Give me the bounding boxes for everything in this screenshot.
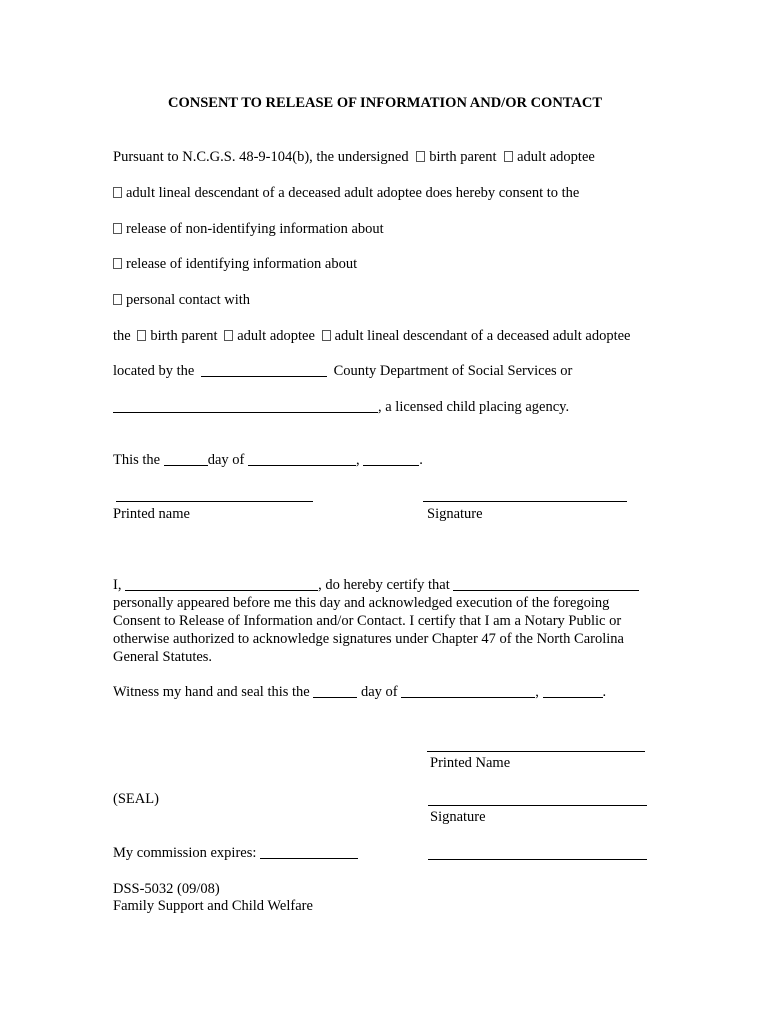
personal-contact-label: personal contact with: [126, 292, 251, 308]
county-name-field[interactable]: [201, 362, 327, 377]
non-identifying-label: release of non-identifying information about: [126, 221, 384, 237]
witness-line: [113, 683, 606, 701]
notary-printed-name-caption: Printed Name: [430, 755, 511, 771]
the-birth-parent-label: birth parent: [150, 328, 218, 344]
statute-text: Pursuant to N.C.G.S. 48-9-104(b), the undersigned: [113, 149, 409, 165]
witness-period: .: [602, 684, 607, 700]
the-adult-adoptee-label: adult adoptee: [237, 328, 315, 344]
printed-name-line[interactable]: [116, 501, 313, 502]
day-of-label: day of: [207, 452, 245, 468]
the-birth-parent-checkbox[interactable]: [137, 330, 146, 341]
consent-line-5: [113, 291, 250, 309]
seal-label: (SEAL): [113, 791, 159, 807]
notary-line-1: [113, 576, 639, 594]
birth-parent-checkbox[interactable]: [416, 151, 425, 162]
consent-line-3: [113, 220, 384, 238]
consent-line-4: [113, 255, 357, 273]
the-lineal-descendant-label: adult lineal descendant of a deceased adult adoptee: [334, 328, 631, 344]
consent-line-1: [113, 148, 595, 166]
notary-i-label: I,: [113, 577, 122, 593]
certify-that-label: , do hereby certify that: [318, 577, 450, 593]
consent-line-6: [113, 327, 630, 345]
witness-month-field[interactable]: [401, 683, 535, 698]
notary-signature-line[interactable]: [428, 805, 647, 806]
witness-day-field[interactable]: [313, 683, 357, 698]
month-field[interactable]: [248, 451, 356, 466]
this-the-label: This the: [113, 452, 161, 468]
adult-adoptee-label: adult adoptee: [517, 149, 595, 165]
consent-line-7: [113, 362, 572, 380]
division-name: Family Support and Child Welfare: [113, 898, 313, 914]
personal-contact-checkbox[interactable]: [113, 294, 122, 305]
date-line: [113, 451, 423, 469]
page-title: CONSENT TO RELEASE OF INFORMATION AND/OR CONTACT: [168, 95, 602, 111]
date-period: .: [419, 452, 423, 468]
commission-expiry-field[interactable]: [260, 844, 358, 859]
lineal-descendant-checkbox[interactable]: [113, 187, 122, 198]
agency-name-field[interactable]: [113, 398, 378, 413]
identifying-label: release of identifying information about: [126, 256, 358, 272]
non-identifying-checkbox[interactable]: [113, 223, 122, 234]
agency-suffix: , a licensed child placing agency.: [378, 399, 570, 415]
printed-name-caption: Printed name: [113, 506, 190, 522]
identifying-checkbox[interactable]: [113, 258, 122, 269]
signer-name-field[interactable]: [453, 576, 639, 591]
birth-parent-label: birth parent: [429, 149, 497, 165]
extra-signature-line[interactable]: [428, 859, 647, 860]
the-lineal-descendant-checkbox[interactable]: [322, 330, 331, 341]
witness-label: Witness my hand and seal this the: [113, 684, 310, 700]
signature-line[interactable]: [423, 501, 627, 502]
the-adult-adoptee-checkbox[interactable]: [224, 330, 233, 341]
consent-line-8: [113, 398, 569, 416]
consent-line-2: [113, 184, 579, 202]
notary-name-field[interactable]: [125, 576, 318, 591]
lineal-descendant-label: adult lineal descendant of a deceased adult adoptee does hereby consent to the: [126, 185, 580, 201]
notary-signature-caption: Signature: [430, 809, 486, 825]
adult-adoptee-checkbox[interactable]: [504, 151, 513, 162]
located-by-label: located by the: [113, 363, 195, 379]
witness-day-of-label: day of: [361, 684, 398, 700]
the-label: the: [113, 328, 131, 344]
year-field[interactable]: [363, 451, 419, 466]
county-dss-label: County Department of Social Services or: [333, 363, 573, 379]
notary-printed-name-line[interactable]: [427, 751, 645, 752]
signature-caption: Signature: [427, 506, 483, 522]
form-number: DSS-5032 (09/08): [113, 881, 220, 897]
commission-line: [113, 844, 358, 862]
notary-body: personally appeared before me this day and acknowledged execution of the foregoing Consent to Release of Information and/or Contact. I certify that I am a Notary Public or otherwise authorized to acknowledge signatures under Chapter 47 of the North Carolina General Statutes.: [113, 595, 624, 665]
witness-year-field[interactable]: [543, 683, 603, 698]
witness-comma: ,: [535, 684, 539, 700]
day-field[interactable]: [164, 451, 208, 466]
date-comma: ,: [356, 452, 360, 468]
commission-label: My commission expires:: [113, 845, 257, 861]
